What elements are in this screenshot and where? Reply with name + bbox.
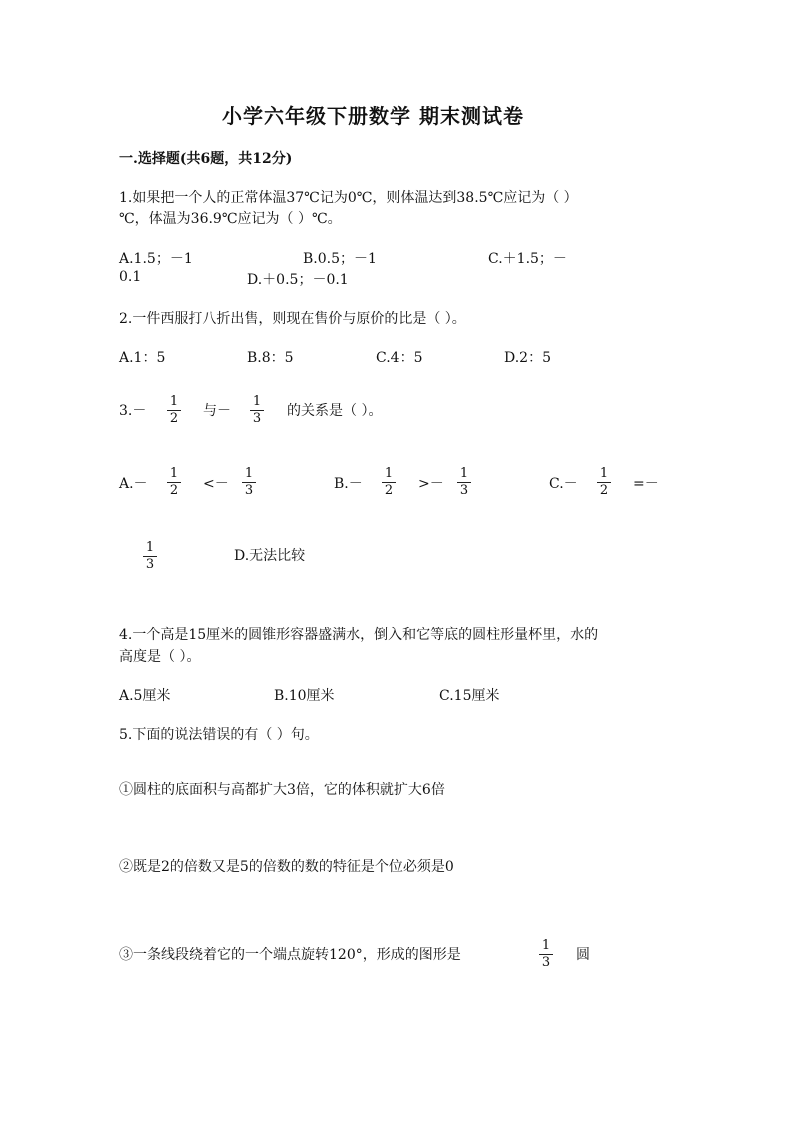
q2-option-a: A.1：5	[119, 350, 166, 366]
fraction-one-third	[539, 939, 553, 970]
q5-statement-3-suffix: 圆	[576, 947, 590, 963]
fraction-one-third	[250, 395, 264, 426]
fraction-numerator: 1	[252, 394, 262, 409]
q1-option-d: D.＋0.5；－0.1	[247, 272, 349, 288]
q3-option-c-operator: =－	[633, 476, 659, 492]
fraction-denominator: 2	[599, 483, 609, 498]
fraction-numerator: 1	[244, 466, 254, 481]
fraction-one-third	[143, 541, 157, 572]
q2-option-d: D.2：5	[504, 350, 551, 366]
q5-statement-3: ③一条线段绕着它的一个端点旋转120°，形成的图形是	[119, 947, 461, 963]
fraction-one-third	[242, 467, 256, 498]
fraction-denominator: 2	[169, 483, 179, 498]
fraction-denominator: 3	[244, 483, 254, 498]
q1-option-a: A.1.5；－1	[119, 251, 193, 267]
q4-option-b: B.10厘米	[274, 688, 335, 704]
fraction-one-half	[382, 467, 396, 498]
fraction-one-half	[167, 395, 181, 426]
q4-stem-line1: 4.一个高是15厘米的圆锥形容器盛满水，倒入和它等底的圆柱形量杯里，水的	[119, 627, 599, 643]
fraction-numerator: 1	[459, 466, 469, 481]
q3-stem-suffix: 的关系是（ ）。	[287, 403, 383, 419]
fraction-numerator: 1	[169, 466, 179, 481]
q3-stem-prefix: 3.－	[119, 403, 147, 419]
fraction-denominator: 3	[145, 557, 155, 572]
q1-option-c-cont: 0.1	[119, 269, 142, 285]
section-heading: 一.选择题(共6题，共12分)	[119, 151, 293, 167]
fraction-one-half	[597, 467, 611, 498]
q2-option-c: C.4：5	[376, 350, 423, 366]
q4-option-a: A.5厘米	[119, 688, 171, 704]
fraction-denominator: 3	[252, 411, 262, 426]
fraction-denominator: 2	[384, 483, 394, 498]
fraction-numerator: 1	[384, 466, 394, 481]
fraction-denominator: 3	[541, 955, 551, 970]
q1-stem-line1: 1.如果把一个人的正常体温37℃记为0℃，则体温达到38.5℃应记为（ ）	[119, 190, 578, 206]
q5-stem: 5.下面的说法错误的有（ ）句。	[119, 727, 319, 743]
q3-option-b-operator: >－	[418, 476, 444, 492]
q3-option-a-prefix: A.－	[119, 476, 148, 492]
q3-option-c-prefix: C.－	[549, 476, 578, 492]
q1-option-b: B.0.5；－1	[303, 251, 377, 267]
q3-stem-mid: 与－	[203, 403, 231, 419]
q1-option-c: C.＋1.5；－	[488, 251, 567, 267]
q3-option-d: D.无法比较	[234, 548, 306, 564]
fraction-numerator: 1	[541, 938, 551, 953]
q5-statement-1: ①圆柱的底面积与高都扩大3倍，它的体积就扩大6倍	[119, 782, 445, 798]
q2-stem: 2.一件西服打八折出售，则现在售价与原价的比是（ ）。	[119, 311, 466, 327]
q4-stem-line2: 高度是（ ）。	[119, 649, 201, 665]
fraction-numerator: 1	[169, 394, 179, 409]
q3-option-b-prefix: B.－	[334, 476, 363, 492]
fraction-numerator: 1	[145, 540, 155, 555]
fraction-denominator: 2	[169, 411, 179, 426]
fraction-one-third	[457, 467, 471, 498]
q4-option-c: C.15厘米	[439, 688, 500, 704]
q1-stem-line2: ℃，体温为36.9℃应记为（ ）℃。	[119, 211, 342, 227]
q2-option-b: B.8：5	[247, 350, 294, 366]
q3-option-a-operator: <－	[203, 476, 229, 492]
fraction-one-half	[167, 467, 181, 498]
fraction-denominator: 3	[459, 483, 469, 498]
page-title: 小学六年级下册数学 期末测试卷	[222, 104, 524, 128]
q5-statement-2: ②既是2的倍数又是5的倍数的数的特征是个位必须是0	[119, 859, 454, 875]
fraction-numerator: 1	[599, 466, 609, 481]
